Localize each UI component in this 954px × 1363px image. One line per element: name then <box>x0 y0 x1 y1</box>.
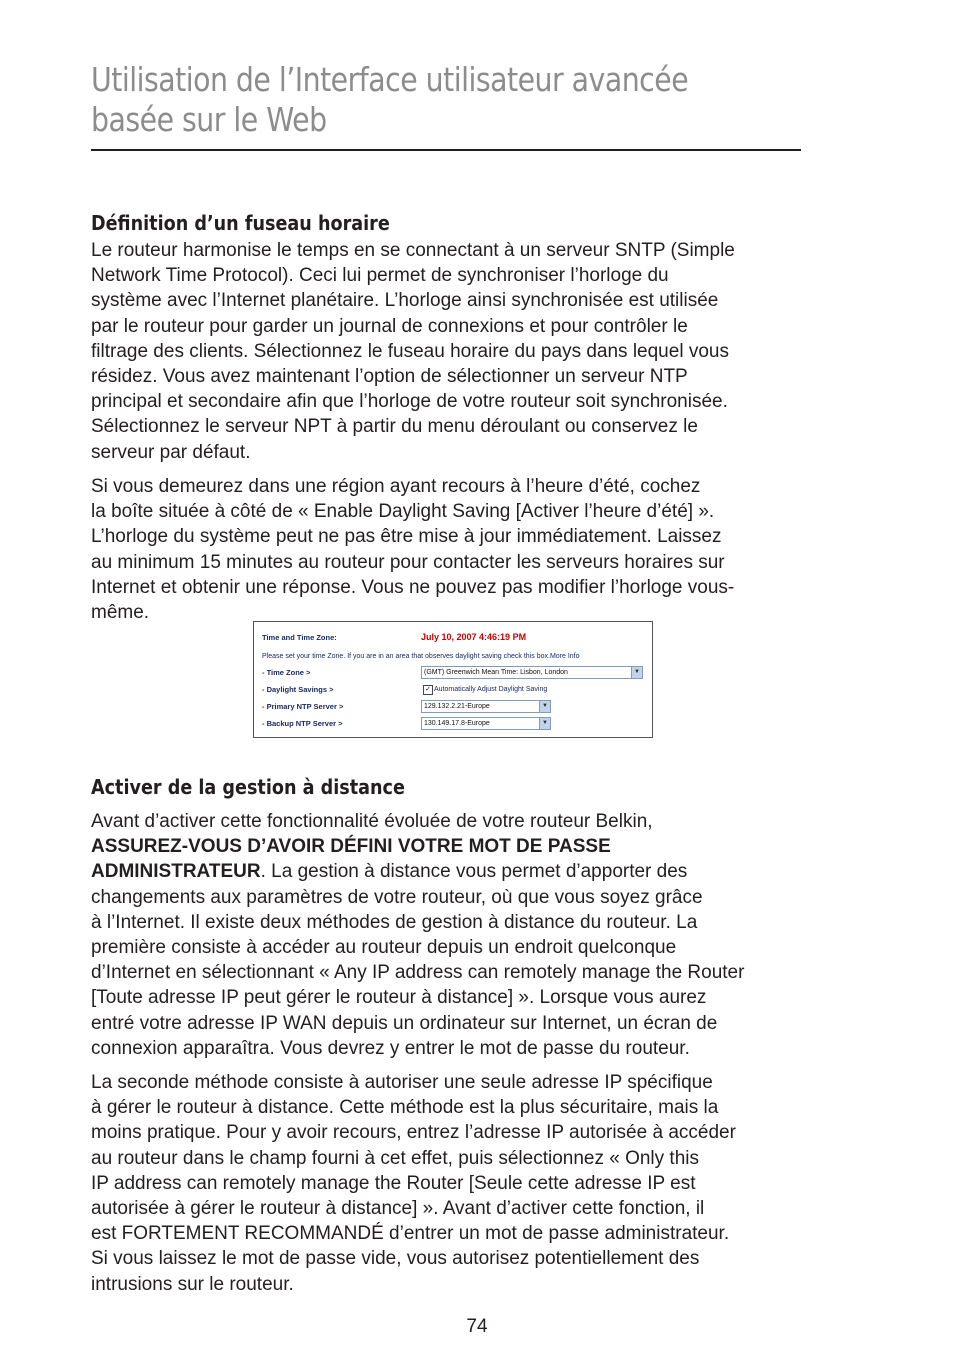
text-line <box>91 859 881 884</box>
text-line: résidez. Vous avez maintenant l’option de sélectionner un serveur NTP <box>91 366 688 388</box>
time-zone-select-value: (GMT) Greenwich Mean Time: Lisbon, London <box>424 669 568 676</box>
note-text: Please set your time Zone. If you are in an area that observes daylight saving check this box. <box>262 653 550 660</box>
text-line: serveur par défaut. <box>91 441 251 463</box>
text-line: La seconde méthode consiste à autoriser une seule adresse IP spécifique <box>91 1072 713 1093</box>
chevron-down-icon: ▼ <box>539 701 550 712</box>
text-line: la boîte située à côté de « Enable Daylight Saving [Activer l’heure d’été] ». <box>91 501 715 523</box>
text-line: au routeur dans le champ fourni à cet effet, puis sélectionnez « Only this <box>91 1147 699 1169</box>
text-line: autorisée à gérer le routeur à distance] ». Avant d’activer cette fonction, il <box>91 1198 705 1220</box>
text-line: intrusions sur le routeur. <box>91 1273 294 1295</box>
text-line: Internet et obtenir une réponse. Vous ne pouvez pas modifier l’horloge vous- <box>91 576 735 598</box>
page-number: 74 <box>466 1316 488 1337</box>
text-line: même. <box>91 602 150 624</box>
paragraph-remote-1 <box>91 809 881 1061</box>
paragraph-time-zone-2 <box>91 474 881 625</box>
text-line: à gérer le routeur à distance. Cette méthode est la plus sécuritaire, mais la <box>91 1097 719 1119</box>
text-line: L’horloge du système peut ne pas être mise à jour immédiatement. Laissez <box>91 526 722 548</box>
primary-ntp-value: 129.132.2.21-Europe <box>424 703 490 710</box>
text-line: Si vous laissez le mot de passe vide, vous autorisez potentiellement des <box>91 1248 700 1270</box>
backup-ntp-value: 130.149.17.8-Europe <box>424 720 490 727</box>
title-rule <box>91 149 801 151</box>
paragraph-remote-2 <box>91 1070 881 1297</box>
backup-ntp-select[interactable] <box>421 717 551 730</box>
text-line: [Toute adresse IP peut gérer le routeur à distance] ». Lorsque vous aurez <box>91 987 707 1009</box>
text-line: IP address can remotely manage the Router [Seule cette adresse IP est <box>91 1172 696 1194</box>
text-line: connexion apparaîtra. Vous devrez y entrer le mot de passe du routeur. <box>91 1037 690 1059</box>
daylight-savings-label: - Daylight Savings > <box>262 685 334 694</box>
text-line: changements aux paramètres de votre routeur, où que vous soyez grâce <box>91 886 703 908</box>
text-line: d’Internet en sélectionnant « Any IP address can remotely manage the Router <box>91 962 745 984</box>
text-line: principal et secondaire afin que l’horloge de votre routeur soit synchronisée. <box>91 391 728 413</box>
text-line: Si vous demeurez dans une région ayant recours à l’heure d’été, cochez <box>91 476 701 497</box>
text-line: Sélectionnez le serveur NPT à partir du menu déroulant ou conservez le <box>91 416 698 438</box>
more-info-link[interactable]: More Info <box>549 653 580 660</box>
section-heading-time-zone: Définition d’un fuseau horaire <box>91 211 390 235</box>
text-line: entré votre adresse IP WAN depuis un ordinateur sur Internet, un écran de <box>91 1012 718 1034</box>
time-zone-panel-title: Time and Time Zone: <box>262 633 337 642</box>
text-fragment: . La gestion à distance vous permet d’apporter des <box>260 861 688 883</box>
text-line: à l’Internet. Il existe deux méthodes de gestion à distance du routeur. La <box>91 911 698 933</box>
text-line: au minimum 15 minutes au routeur pour contacter les serveurs horaires sur <box>91 551 725 573</box>
page-title <box>91 60 710 140</box>
time-zone-label: - Time Zone > <box>262 668 311 677</box>
time-zone-note <box>262 653 580 660</box>
text-line: moins pratique. Pour y avoir recours, entrez l’adresse IP autorisée à accéder <box>91 1122 736 1144</box>
time-zone-settings-screenshot <box>253 621 653 738</box>
text-line: est FORTEMENT RECOMMANDÉ d’entrer un mot de passe administrateur. <box>91 1223 730 1245</box>
primary-ntp-select[interactable] <box>421 700 551 713</box>
backup-ntp-label: - Backup NTP Server > <box>262 719 343 728</box>
paragraph-time-zone-1 <box>91 238 881 465</box>
text-line: par le routeur pour garder un journal de connexions et pour contrôler le <box>91 315 688 337</box>
current-time-readout: July 10, 2007 4:46:19 PM <box>421 632 527 642</box>
text-line: filtrage des clients. Sélectionnez le fuseau horaire du pays dans lequel vous <box>91 340 729 362</box>
text-line: système avec l’Internet planétaire. L’horloge ainsi synchronisée est utilisée <box>91 290 719 312</box>
text-line: première consiste à accéder au routeur depuis un endroit quelconque <box>91 937 677 959</box>
chevron-down-icon: ▼ <box>631 667 642 678</box>
text-line: Network Time Protocol). Ceci lui permet de synchroniser l’horloge du <box>91 265 669 287</box>
page-title-line: basée sur le Web <box>91 100 327 139</box>
emphasis-line: ASSUREZ-VOUS D’AVOIR DÉFINI VOTRE MOT DE PASSE <box>91 836 611 858</box>
section-heading-remote-management: Activer de la gestion à distance <box>91 775 405 799</box>
text-line: Le routeur harmonise le temps en se connectant à un serveur SNTP (Simple <box>91 240 735 261</box>
time-zone-select[interactable] <box>421 666 643 679</box>
primary-ntp-label: - Primary NTP Server > <box>262 702 344 711</box>
emphasis-text: ADMINISTRATEUR <box>91 861 261 883</box>
chevron-down-icon: ▼ <box>539 718 550 729</box>
daylight-saving-checkbox[interactable]: ✓ <box>423 685 433 695</box>
text-line: Avant d’activer cette fonctionnalité évoluée de votre routeur Belkin, <box>91 811 653 832</box>
daylight-saving-option-label: Automatically Adjust Daylight Saving <box>434 686 548 693</box>
page-title-line: Utilisation de l’Interface utilisateur avancée <box>91 60 689 99</box>
